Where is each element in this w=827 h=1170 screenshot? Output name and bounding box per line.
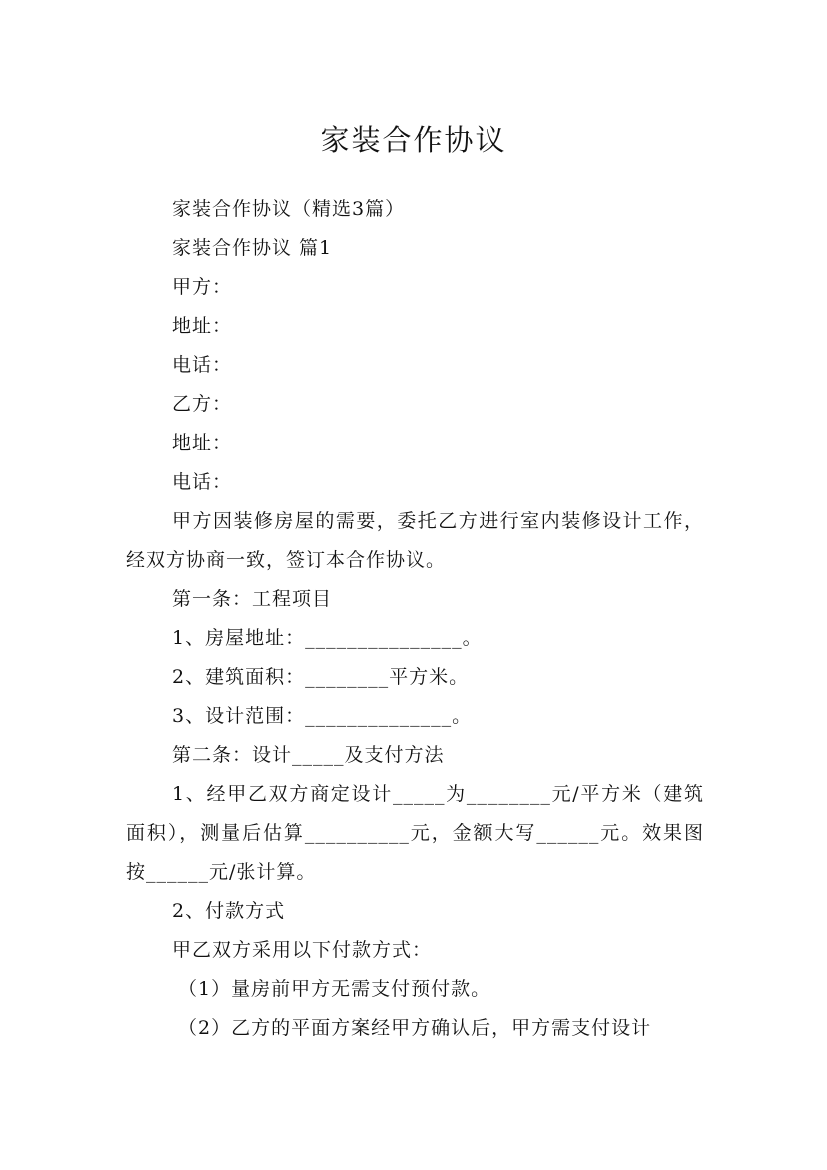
list-item: 2、建筑面积：________平方米。 (172, 666, 470, 688)
list-item: （1）量房前甲方无需支付预付款。 (178, 978, 492, 1000)
paragraph: 甲方因装修房屋的需要，委托乙方进行室内装修设计工作，经双方协商一致，签订本合作协议。 (126, 510, 704, 571)
list-item: 2、付款方式 (172, 900, 286, 922)
paragraph: 甲乙双方采用以下付款方式： (172, 939, 433, 961)
article-heading: 第二条：设计_____及支付方法 (172, 744, 445, 766)
document-title: 家装合作协议 (320, 123, 507, 158)
document-body (126, 190, 704, 1048)
party-a-address-label: 地址： (172, 315, 233, 337)
party-b-label: 乙方： (172, 393, 233, 415)
article-heading: 第一条：工程项目 (172, 588, 333, 610)
paragraph: 家装合作协议（精选3篇） (172, 198, 406, 220)
list-item: 1、房屋地址：_______________。 (172, 627, 483, 649)
paragraph: 1、经甲乙双方商定设计_____为________元/平方米（建筑面积），测量后估算__________元，金额大写______元。效果图按______元/张计算。 (126, 783, 704, 883)
list-item: （2）乙方的平面方案经甲方确认后，甲方需支付设计 (178, 1017, 652, 1039)
party-a-phone-label: 电话： (172, 354, 233, 376)
party-b-address-label: 地址： (172, 432, 233, 454)
party-a-label: 甲方： (172, 276, 233, 298)
list-item: 3、设计范围：______________。 (172, 705, 473, 727)
paragraph: 家装合作协议 篇1 (172, 237, 333, 259)
party-b-phone-label: 电话： (172, 471, 233, 493)
